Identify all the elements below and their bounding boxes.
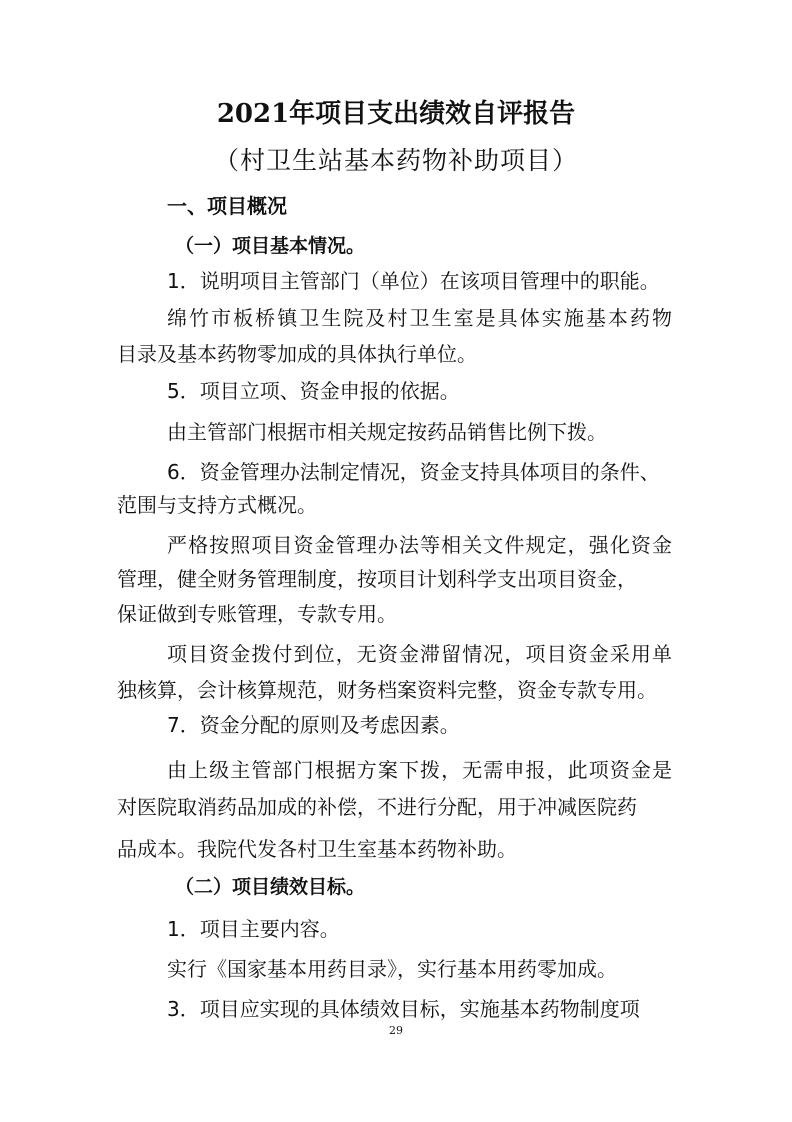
paragraph-line: 1．说明项目主管部门（单位）在该项目管理中的职能。: [167, 269, 660, 293]
paragraph-line: 实行《国家基本用药目录》，实行基本用药零加成。: [167, 957, 617, 981]
paragraph-line: 目录及基本药物零加成的具体执行单位。: [117, 342, 477, 366]
paragraph-line: 保证做到专账管理，专款专用。: [117, 602, 397, 626]
paragraph-line: 独核算，会计核算规范，财务档案资料完整，资金专款专用。: [117, 678, 657, 702]
subsection-heading: （一）项目基本情况。: [175, 235, 366, 257]
paragraph-line: 3．项目应实现的具体绩效目标，实施基本药物制度项: [167, 997, 640, 1021]
paragraph-line: 6．资金管理办法制定情况，资金支持具体项目的条件、: [167, 460, 660, 484]
paragraph-line: 7．资金分配的原则及考虑因素。: [167, 713, 460, 737]
paragraph-line: 严格按照项目资金管理办法等相关文件规定，强化资金: [167, 533, 672, 557]
section-heading: 一、项目概况: [167, 194, 287, 218]
paragraph-line: 1．项目主要内容。: [167, 917, 340, 941]
paragraph-line: 项目资金拨付到位，无资金滞留情况，项目资金采用单: [167, 642, 672, 666]
report-title: 2021年项目支出绩效自评报告: [216, 99, 576, 129]
subsection-heading: （二）项目绩效目标。: [175, 876, 366, 898]
paragraph-line: 范围与支持方式概况。: [117, 493, 317, 517]
paragraph-line: 由主管部门根据市相关规定按药品销售比例下拨。: [167, 420, 607, 444]
paragraph-line: 绵竹市板桥镇卫生院及村卫生室是具体实施基本药物: [167, 306, 672, 330]
page-number: 29: [389, 1024, 403, 1037]
paragraph-line: 对医院取消药品加成的补偿，不进行分配，用于冲减医院药: [117, 795, 637, 819]
paragraph-line: 由上级主管部门根据方案下拨，无需申报，此项资金是: [167, 758, 672, 782]
report-subtitle: （村卫生站基本药物补助项目）: [213, 146, 578, 175]
paragraph-line: 品成本。我院代发各村卫生室基本药物补助。: [117, 837, 517, 861]
paragraph-line: 管理，健全财务管理制度，按项目计划科学支出项目资金，: [117, 567, 637, 591]
paragraph-line: 5．项目立项、资金申报的依据。: [167, 379, 460, 403]
